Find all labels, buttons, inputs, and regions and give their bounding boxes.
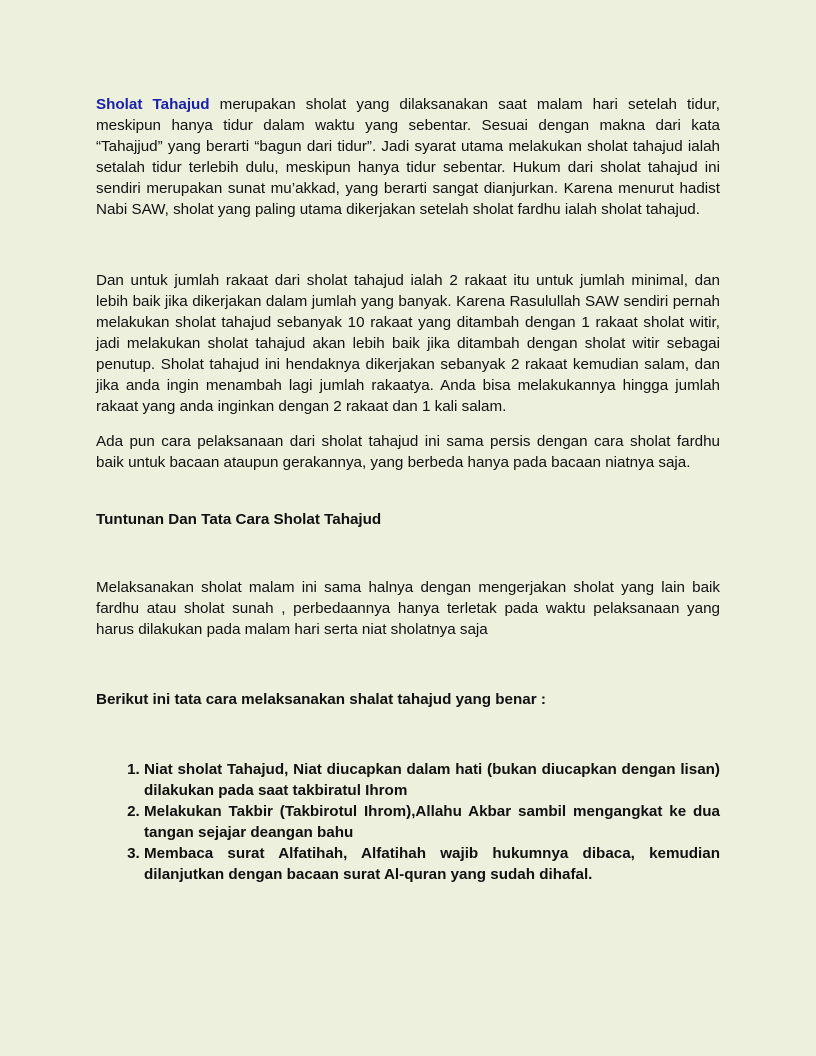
section-paragraph: Melaksanakan sholat malam ini sama halnya dengan mengerjakan sholat yang lain baik fardhu atau sholat sunah , perbedaannya hanya terletak pada waktu pelaksanaan yang harus dilakukan pada malam hari serta niat sholatnya saja (96, 579, 720, 638)
intro-paragraph (96, 94, 720, 220)
list-item: 3. Membaca surat Alfatihah, Alfatihah wajib hukumnya dibaca, kemudian dilanjutkan dengan bacaan surat Al-quran yang sudah dihafal. (144, 843, 720, 885)
list-item: 2. Melakukan Takbir (Takbirotul Ihrom),Allahu Akbar sambil mengangkat ke dua tangan sejajar deangan bahu (144, 801, 720, 843)
rakaat-paragraph: Dan untuk jumlah rakaat dari sholat tahajud ialah 2 rakaat itu untuk jumlah minimal, dan lebih baik jika dikerjakan dalam jumlah yang banyak. Karena Rasulullah SAW sendiri pernah melakukan sholat tahajud sebanyak 10 rakaat yang ditambah dengan 1 rakaat sholat witir, jadi melakukan sholat tahajud akan lebih baik jika ditambah dengan sholat witir sebagai penutup. Sholat tahajud ini hendaknya dikerjakan sebanyak 2 rakaat kemudian salam, dan jika anda ingin menambah lagi jumlah rakaatya. Anda bisa melakukannya hingga jumlah rakaat yang anda inginkan dengan 2 rakaat dan 1 kali salam. (96, 272, 720, 415)
steps-heading: Berikut ini tata cara melaksanakan shalat tahajud yang benar : (96, 691, 546, 708)
steps-list (96, 759, 720, 885)
pelaksanaan-paragraph: Ada pun cara pelaksanaan dari sholat tahajud ini sama persis dengan cara sholat fardhu baik untuk bacaan ataupun gerakannya, yang berbeda hanya pada bacaan niatnya saja. (96, 433, 720, 471)
list-item: 1. Niat sholat Tahajud, Niat diucapkan dalam hati (bukan diucapkan dengan lisan) dilakukan pada saat takbiratul Ihrom (144, 759, 720, 801)
lead-term: Sholat Tahajud (96, 96, 210, 113)
section-heading: Tuntunan Dan Tata Cara Sholat Tahajud (96, 511, 382, 528)
intro-paragraph-text: merupakan sholat yang dilaksanakan saat malam hari setelah tidur, meskipun hanya tidur dalam waktu yang sebentar. Sesuai dengan makna dari kata “Tahajjud” yang berarti “bagun dari tidur”. Jadi syarat utama melakukan sholat tahajud ialah setalah tidur terlebih dulu, meskipun hanya tidur sebentar. Hukum dari sholat tahajud ini sendiri merupakan sunat mu’akkad, yang berarti sangat dianjurkan. Karena menurut hadist Nabi SAW, sholat yang paling utama dikerjakan setelah sholat fardhu ialah sholat tahajud. (96, 96, 720, 218)
